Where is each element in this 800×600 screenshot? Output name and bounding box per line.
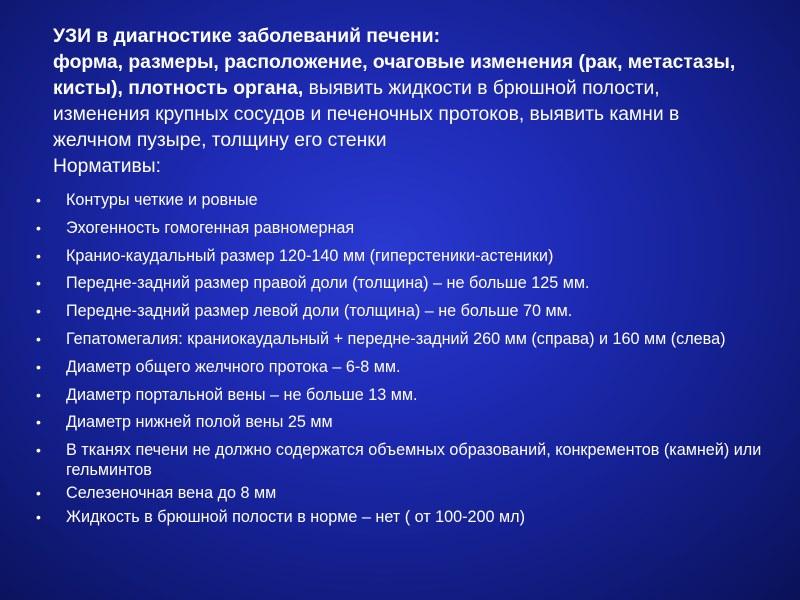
bullet-icon: • [36,485,41,502]
norm-text: Селезеночная вена до 8 мм [66,484,277,503]
heading-block [53,24,753,180]
norm-text: Диаметр портальной вены – не больше 13 мм. [66,385,418,404]
norm-item [36,247,786,267]
bullet-icon: • [36,247,41,264]
norm-item [36,441,786,480]
bullet-icon: • [36,303,41,320]
bullet-icon: • [36,386,41,403]
norms-list [36,191,786,531]
norm-item [36,508,786,528]
norm-item [36,191,786,211]
norm-text: Диаметр нижней полой вены 25 мм [66,413,333,432]
norm-text: Кранио-каудальный размер 120-140 мм (гиперстеники-астеники) [66,246,554,265]
bullet-icon: • [36,442,41,459]
bullet-icon: • [36,358,41,375]
norm-item [36,386,786,406]
norm-text: В тканях печени не должно содержатся объемных образований, конкрементов (камней) или гельминтов [66,441,762,479]
norm-text: Жидкость в брюшной полости в норме – нет ( от 100-200 мл) [66,507,526,526]
norm-text: Передне-задний размер левой доли (толщина) – не больше 70 мм. [66,302,573,321]
slide-title: УЗИ в диагностике заболеваний печени: [53,26,440,47]
bullet-icon: • [36,508,41,525]
bullet-icon: • [36,275,41,292]
bullet-icon: • [36,192,41,208]
norm-text: Контуры четкие и ровные [66,191,258,209]
norm-text: Эхогенность гомогенная равномерная [66,218,355,237]
norms-label: Нормативы: [53,156,161,177]
norm-text: Передне-задний размер правой доли (толщина) – не больше 125 мм. [66,274,590,293]
norm-item [36,330,786,350]
norm-text: Диаметр общего желчного протока – 6-8 мм. [66,357,401,376]
heading-bold-text: форма, размеры, расположение, очаговые изменения (рак, метастазы, кисты), плотность органа, [53,52,736,99]
heading-regular-text: выявить жидкости в брюшной полости, изменения крупных сосудов и печеночных протоков, выявить камни в желчном пузыре, толщину его стенки [53,78,680,151]
bullet-icon: • [36,219,41,236]
bullet-icon: • [36,414,41,431]
norm-item [36,274,786,294]
norm-item [36,219,786,239]
norm-item [36,358,786,378]
norm-item [36,413,786,433]
norm-item [36,484,786,504]
norm-text: Гепатомегалия: краниокаудальный + передне-задний 260 мм (справа) и 160 мм (слева) [66,329,726,348]
bullet-icon: • [36,330,41,347]
norm-item [36,302,786,322]
